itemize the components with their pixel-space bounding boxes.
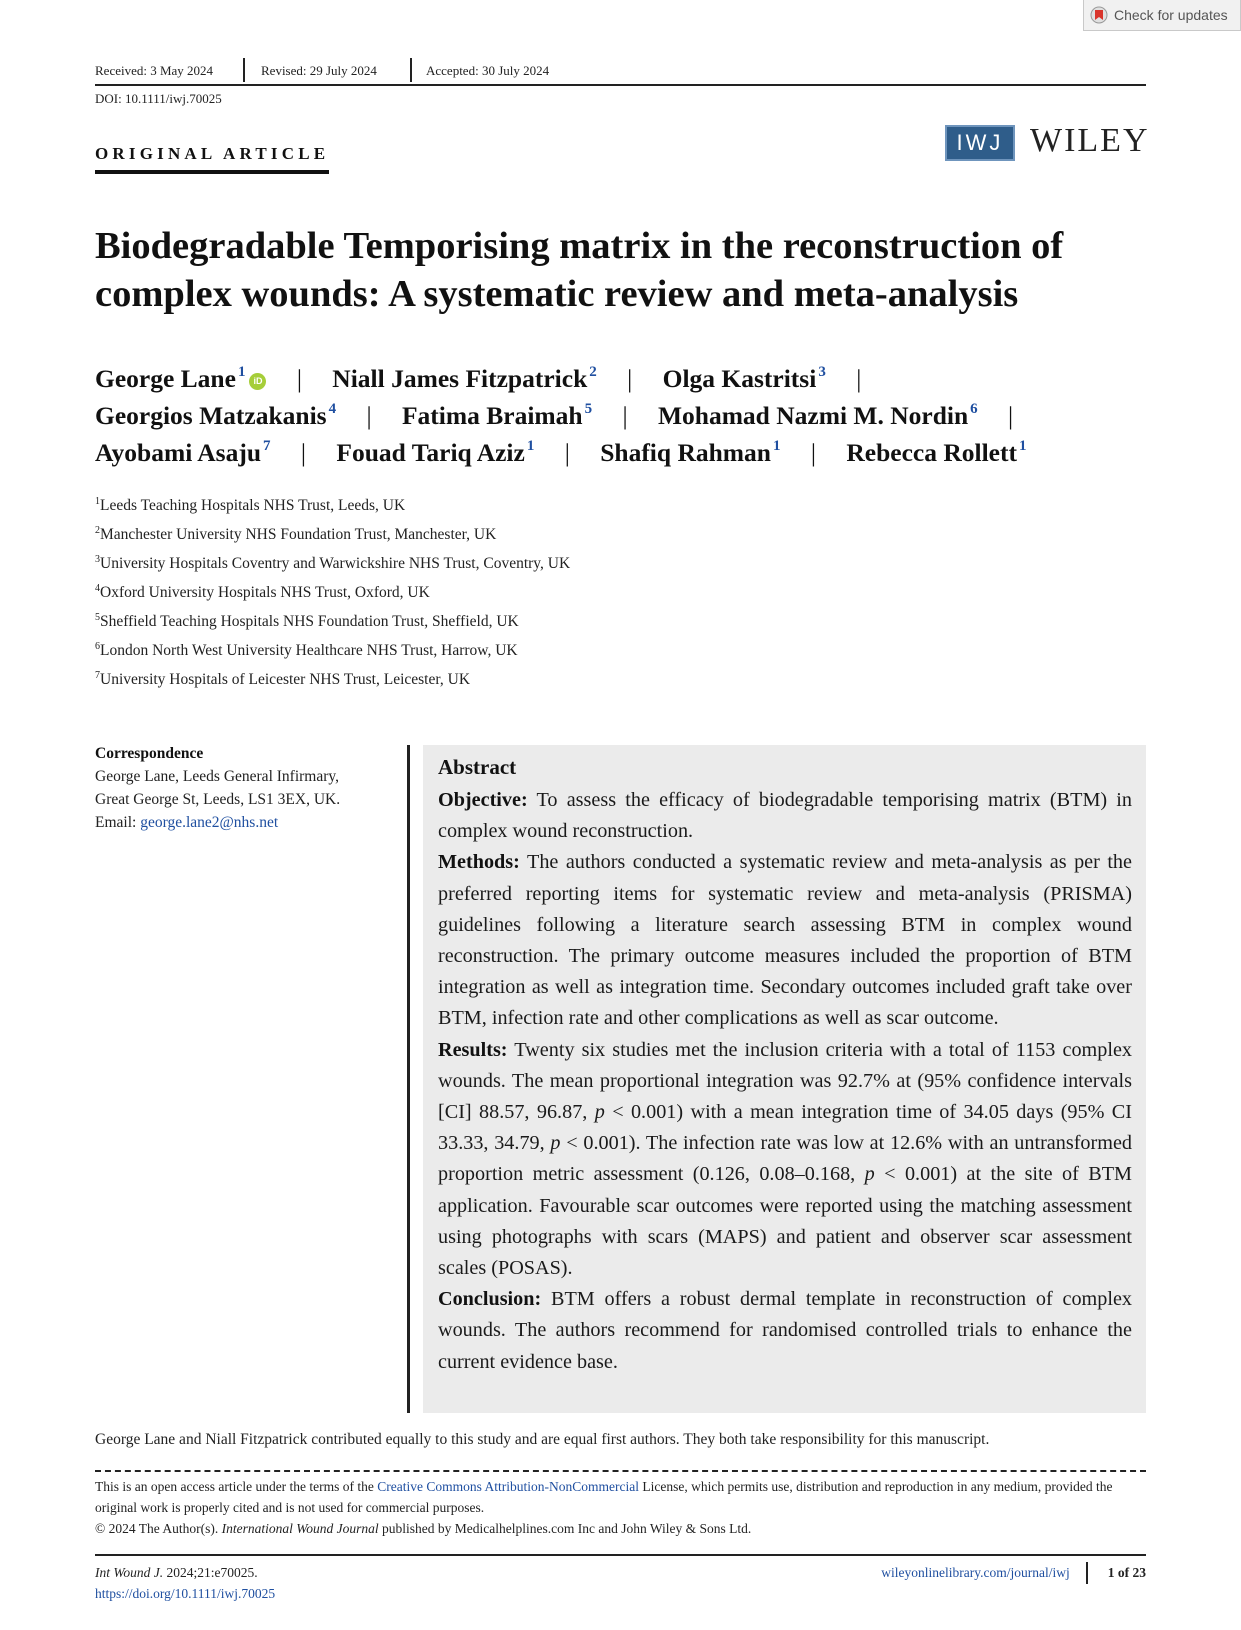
date-divider [243,58,245,82]
article-title [95,222,1155,318]
received-date: Received: 3 May 2024 [95,63,214,78]
correspondence-address: George Lane, Leeds General Infirmary, [95,768,340,785]
author-line-3 [95,438,1026,468]
author-separator: | [564,438,570,467]
affiliation: $^6$London North West University Healthcare NHS Trust, Harrow, UK [95,641,518,659]
abstract-objective: Objective: To assess the efficacy of biodegradable temporising matrix (BTM) in complex wound reconstruction. [438,789,1132,843]
abstract-results: Results: Twenty six studies met the inclusion criteria with a total of 1153 complex wounds. The mean proportional integration was 92.7% at (95% confidence intervals [CI] 88.57, 96.87, p < 0.001) with a mean integration time of 34.05 days (95% CI 33.33, 34.79, p < 0.001). The infection rate was low at 12.6% with an untransformed proportion metric assessment (0.126, 0.08–0.168, p < 0.001) at the site of BTM application. Favourable scar outcomes were reported using the matching assessment using photographs with scars (MAPS) and patient and observer scar assessment scales (POSAS). [438,1038,1133,1280]
author-name: Mohamad Nazmi M. Nordin [657,401,969,430]
email-link[interactable]: george.lane2@nhs.net [140,814,279,831]
wiley-logo: WILEY [1030,122,1150,159]
author-name: Shafiq Rahman [600,438,771,467]
affiliation-marker[interactable]: 4 [328,401,337,417]
doi: DOI: 10.1111/iwj.70025 [95,91,222,106]
author-line-1 [95,364,861,394]
footer-rule [95,1554,1146,1556]
author-separator: | [622,401,628,430]
author-separator: | [300,438,306,467]
affiliation-marker[interactable]: 2 [589,364,597,380]
doi-link[interactable]: https://doi.org/10.1111/iwj.70025 [95,1586,276,1601]
contribution-note: George Lane and Niall Fitzpatrick contributed equally to this study and are equal first authors. They both take responsibility for this manuscript. [95,1431,990,1448]
affiliation-marker[interactable]: 3 [818,364,826,380]
affiliation-marker[interactable]: 1 [237,364,246,380]
license-block: This is an open access article under the terms of the Creative Commons Attribution-NonCommercial License, which permits use, distribution and reproduction in any medium, provided the original work is properly cited and is not used for commercial purposes. © 2024 The Author(s). International Wound Journal published by Medicalhelplines.com Inc and John Wiley & Sons Ltd. [95,1479,1113,1536]
footer-right [881,1562,1146,1584]
check-for-updates-label: Check for updates [1114,7,1228,23]
affiliation-marker[interactable]: 6 [970,401,978,417]
article-type: ORIGINAL ARTICLE [95,144,329,174]
title-line-2: complex wounds: A systematic review and meta-analysis [95,273,1019,315]
license-divider [95,1470,1146,1472]
journal-site-link[interactable]: wileyonlinelibrary.com/journal/iwj [881,1565,1070,1580]
author-name: Fatima Braimah [401,401,583,430]
affiliation-marker[interactable]: 5 [584,401,593,417]
affiliation: $^3$University Hospitals Coventry and Warwickshire NHS Trust, Coventry, UK [95,554,571,572]
affiliation: $^1$Leeds Teaching Hospitals NHS Trust, Leeds, UK [95,496,406,514]
author-name: Fouad Tariq Aziz [336,438,525,467]
affiliation: $^5$Sheffield Teaching Hospitals NHS Foundation Trust, Sheffield, UK [95,612,519,630]
author-line-2 [95,401,1013,431]
abstract-methods: Methods: The authors conducted a systematic review and meta-analysis as per the preferred reporting items for systematic review and meta-analysis (PRISMA) guidelines following a literature search assessing BTM in complex wound reconstruction. The primary outcome measures included the proportion of BTM integration as well as integration time. Secondary outcomes included graft take over BTM, infection rate and other complications as well as scar outcome. [438,851,1132,1030]
iwj-logo: IWJ [945,125,1015,161]
article-dates [95,58,1146,86]
author-name: Olga Kastritsi [662,364,817,393]
author-name: Niall James Fitzpatrick [332,364,588,393]
affiliation-marker[interactable]: 1 [772,438,781,454]
author-name: Georgios Matzakanis [95,401,327,430]
crossmark-icon [1090,6,1108,24]
orcid-icon[interactable]: iD [249,373,266,390]
revised-date: Revised: 29 July 2024 [261,63,377,78]
affiliation: $^2$Manchester University NHS Foundation Trust, Manchester, UK [95,525,497,543]
author-name: George Lane [95,364,236,393]
page-number: 1 of 23 [1107,1565,1146,1580]
abstract-conclusion: Conclusion: BTM offers a robust dermal template in reconstruction of complex wounds. The authors recommend for randomised controlled trials to enhance the current evidence base. [438,1288,1133,1373]
license-link[interactable]: Creative Commons Attribution-NonCommercial [377,1479,639,1494]
author-separator: | [810,438,816,467]
correspondence-block [95,742,340,834]
author-name: Ayobami Asaju [95,438,262,467]
affiliation-marker[interactable]: 1 [1018,438,1027,454]
affiliation-marker[interactable]: 7 [263,438,271,454]
accepted-date: Accepted: 30 July 2024 [426,63,550,78]
author-name: Rebecca Rollett [846,438,1017,467]
title-line-1: Biodegradable Temporising matrix in the reconstruction of [95,225,1064,267]
email-label: Email: [95,814,141,831]
author-separator: | [856,364,862,393]
footer-divider [1086,1562,1088,1584]
author-separator: | [627,364,633,393]
affiliation: $^7$University Hospitals of Leicester NHS Trust, Leicester, UK [95,670,471,688]
affiliation: $^4$Oxford University Hospitals NHS Trust, Oxford, UK [95,583,430,601]
author-separator: | [366,401,372,430]
abstract-heading: Abstract [438,755,517,779]
check-for-updates-button[interactable] [1083,0,1241,31]
column-divider [407,745,410,1413]
correspondence-heading: Correspondence [95,745,204,762]
author-separator: | [296,364,302,393]
correspondence-address: Great George St, Leeds, LS1 3EX, UK. [95,791,341,808]
abstract-box [423,745,1146,1413]
affiliation-marker[interactable]: 1 [526,438,535,454]
date-divider [410,58,412,82]
author-separator: | [1008,401,1014,430]
footer-citation: Int Wound J. 2024;21:e70025. https://doi.org/10.1111/iwj.70025 [95,1565,276,1601]
